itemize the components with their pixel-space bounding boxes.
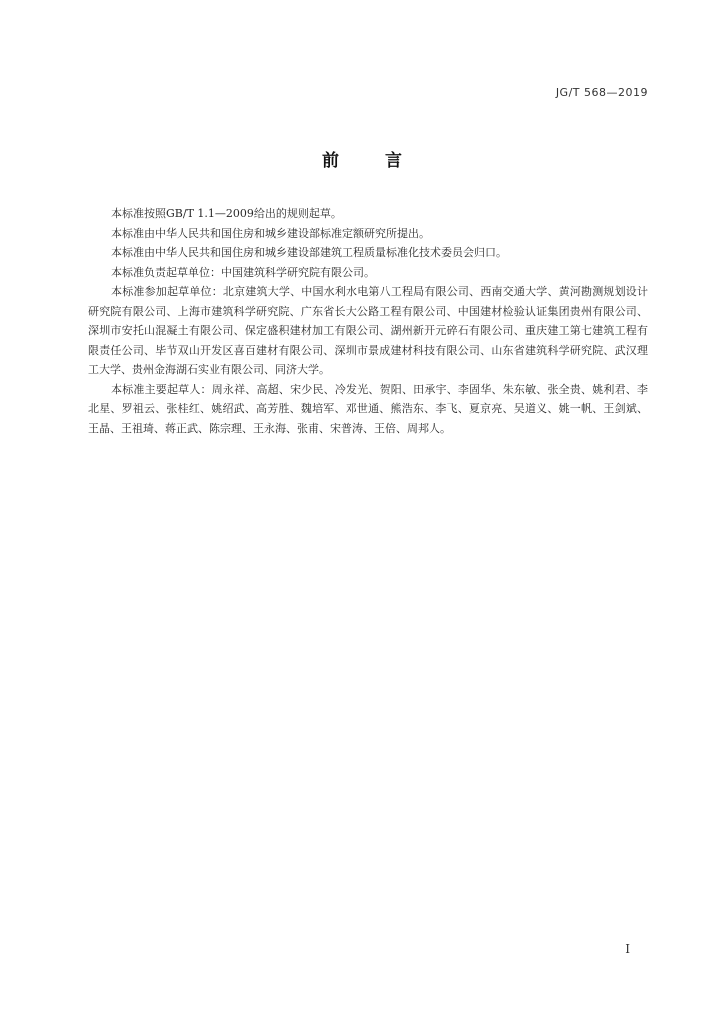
page-number: I xyxy=(625,942,630,956)
foreword-body xyxy=(88,204,648,438)
paragraph-centralized-unit: 本标准由中华人民共和国住房和城乡建设部建筑工程质量标准化技术委员会归口。 xyxy=(111,246,507,259)
paragraph-proposer: 本标准由中华人民共和国住房和城乡建设部标准定额研究所提出。 xyxy=(111,226,430,240)
page-title: 前言 xyxy=(322,151,448,171)
paragraph-participating-drafters: 本标准参加起草单位：北京建筑大学、中国水利水电第八工程局有限公司、西南交通大学、黄河勘测规划设计研究院有限公司、上海市建筑科学研究院、广东省长大公路工程有限公司、中国建材检验认证集团贵州有限公司、深圳市安托山混凝土有限公司、保定盛积建材加工有限公司、湖州新开元碎石有限公司、重庆建工第七建筑工程有限责任公司、毕节双山开发区喜百建材有限公司、深圳市景成建材科技有限公司、山东省建筑科学研究院、武汉理工大学、贵州金海湖石实业有限公司、同济大学。 xyxy=(88,285,648,376)
paragraph-lead-drafter: 本标准负责起草单位：中国建筑科学研究院有限公司。 xyxy=(111,265,375,279)
paragraph-drafting-rules: 本标准按照GB/T 1.1—2009给出的规则起草。 xyxy=(111,207,342,220)
standard-code: JG/T 568—2019 xyxy=(555,86,648,99)
paragraph-main-drafters: 本标准主要起草人：周永祥、高超、宋少民、冷发光、贺阳、田承宇、李固华、朱东敏、张全贵、姚利君、李北星、罗祖云、张桂红、姚绍武、高芳胜、魏培军、邓世通、熊浩东、李飞、夏京亮、吴道义、姚一帆、王剑斌、王晶、王祖琦、蒋正武、陈宗理、王永海、张甫、宋普涛、王倍、周邦人。 xyxy=(88,382,648,435)
